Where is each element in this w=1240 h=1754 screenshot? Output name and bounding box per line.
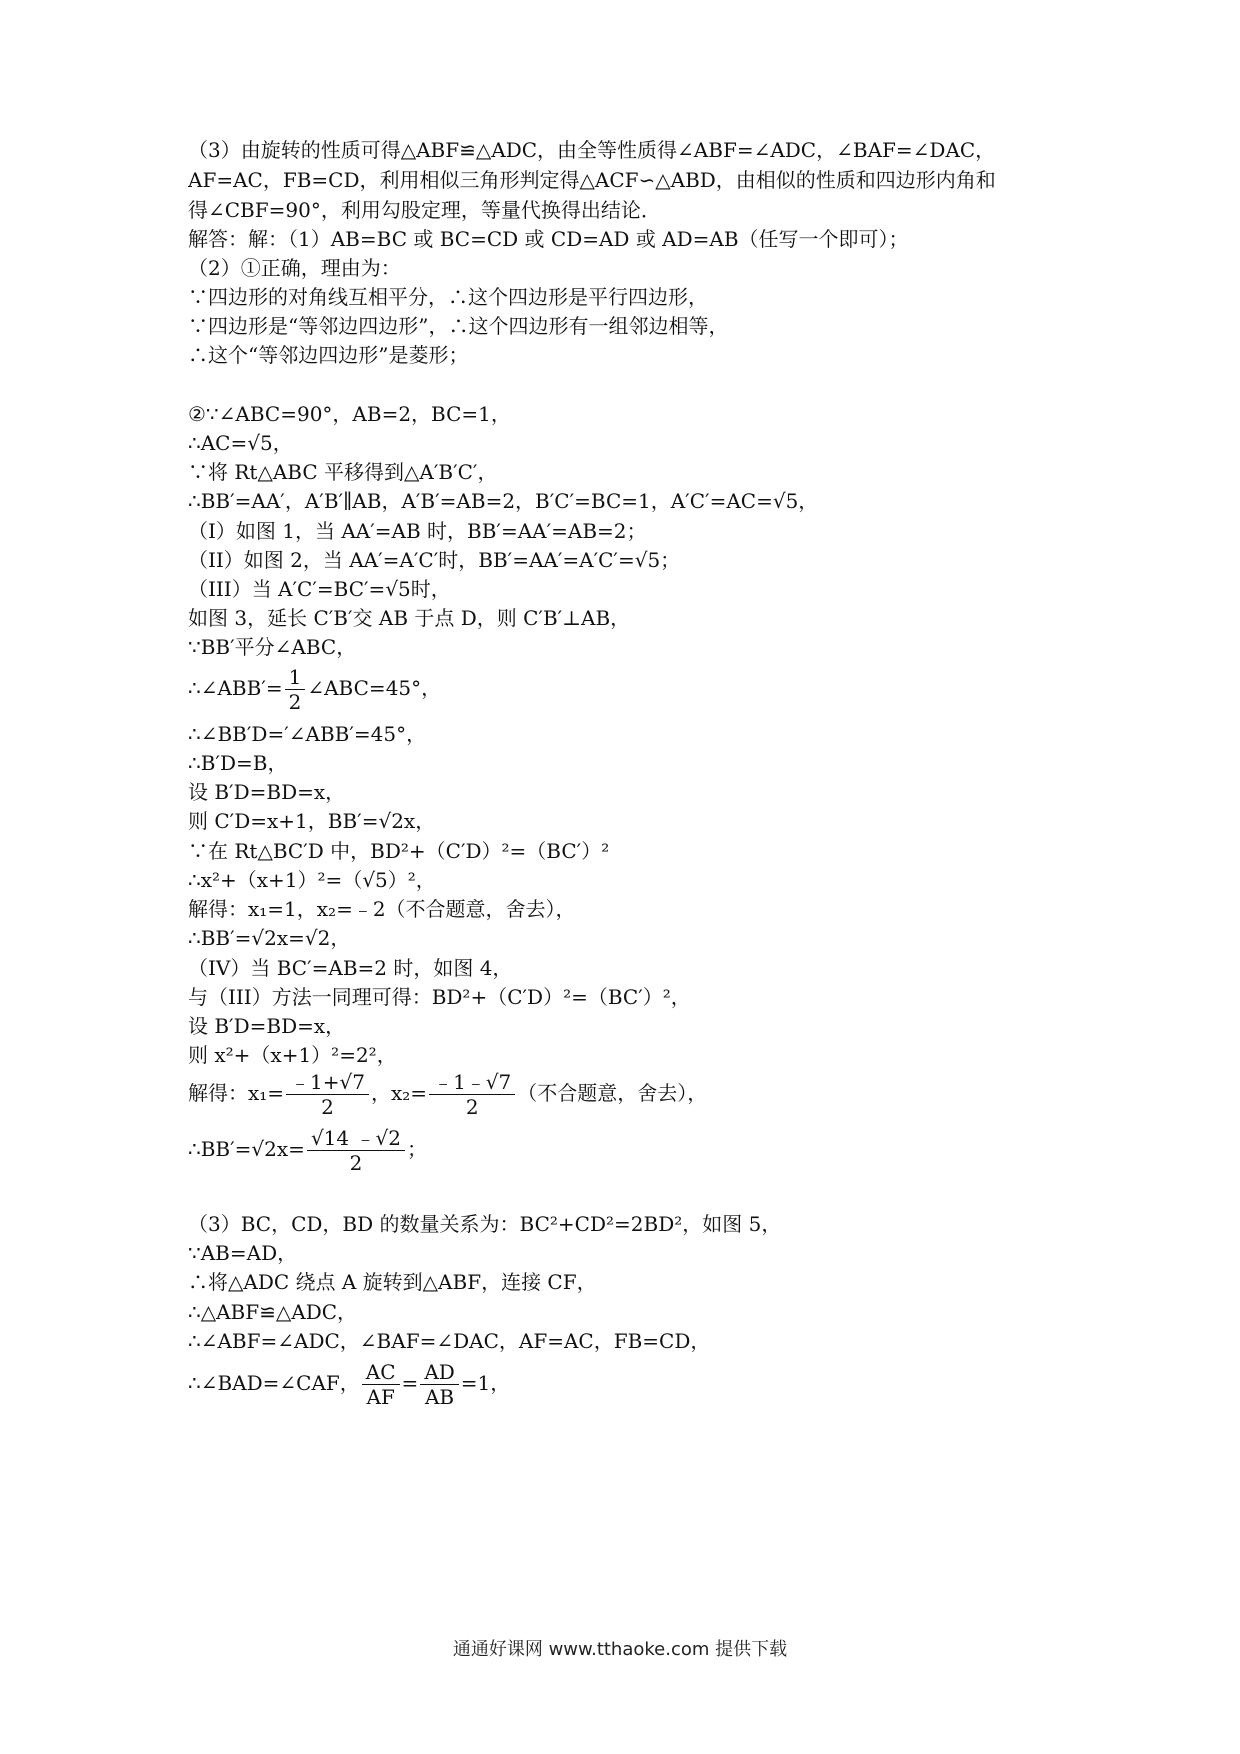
fraction-prefix: ∴BB′=√2x= <box>188 1137 305 1161</box>
text-line: （I）如图 1，当 AA′=AB 时，BB′=AA′=AB=2； <box>188 519 647 543</box>
text-line: （3）BC，CD，BD 的数量关系为：BC²+CD²=2BD²，如图 5， <box>188 1212 782 1236</box>
text-line: ∴将△ADC 绕点 A 旋转到△ABF，连接 CF， <box>188 1270 597 1294</box>
text-line: ∴x²+（x+1）²=（√5）²， <box>188 868 436 892</box>
fraction <box>429 1070 515 1119</box>
text-line: ∵四边形是“等邻边四边形”，∴这个四边形有一组邻边相等， <box>188 314 729 338</box>
fraction-numerator: ﹣1+√7 <box>286 1070 369 1095</box>
fraction-suffix: ； <box>406 1137 427 1161</box>
text-line: （IV）当 BC′=AB=2 时，如图 4， <box>188 956 513 980</box>
fraction-denominator: 2 <box>349 1151 363 1175</box>
fraction-denominator: AF <box>366 1385 395 1409</box>
text-line: ∴∠BB′D=′∠ABB′=45°， <box>188 722 427 746</box>
text-line: 设 B′D=BD=x， <box>188 1014 346 1038</box>
fraction-middle: = <box>401 1371 419 1395</box>
fraction <box>307 1126 405 1175</box>
text-line: （3）由旋转的性质可得△ABF≌△ADC，由全等性质得∠ABF=∠ADC，∠BAF=∠DAC， <box>188 138 996 162</box>
fraction-suffix: ∠ABC=45°， <box>307 676 442 700</box>
fraction-numerator: AC <box>362 1360 400 1385</box>
text-line: ∵四边形的对角线互相平分，∴这个四边形是平行四边形， <box>188 285 708 309</box>
fraction-denominator: 2 <box>288 690 302 714</box>
fraction-numerator: 1 <box>285 665 306 690</box>
fraction-numerator: ﹣1﹣√7 <box>429 1070 515 1095</box>
text-line: ∴B′D=B， <box>188 751 288 775</box>
text-line: 如图 3，延长 C′B′交 AB 于点 D，则 C′B′⊥AB， <box>188 606 631 630</box>
text-line: ∵将 Rt△ABC 平移得到△A′B′C′， <box>188 460 498 484</box>
text-line: ∵在 Rt△BC′D 中，BD²+（C′D）²=（BC′）² <box>188 839 610 863</box>
text-line: ∴AC=√5， <box>188 431 293 455</box>
fraction-prefix: ∴∠BAD=∠CAF， <box>188 1371 360 1395</box>
text-line: AF=AC，FB=CD，利用相似三角形判定得△ACF∽△ABD，由相似的性质和四边形内角和 <box>188 168 996 192</box>
text-line: 设 B′D=BD=x， <box>188 780 346 804</box>
fraction-prefix: 解得：x₁= <box>188 1081 285 1105</box>
fraction-line <box>188 665 1090 714</box>
fraction-denominator: 2 <box>465 1095 479 1119</box>
text-line: （III）当 A′C′=BC′=√5时， <box>188 577 451 601</box>
fraction <box>285 665 306 714</box>
fraction-line <box>188 1126 1090 1175</box>
text-line: ∴BB′=√2x=√2， <box>188 926 351 950</box>
text-line: 则 C′D=x+1，BB′=√2x， <box>188 809 436 833</box>
text-line: （II）如图 2，当 AA′=A′C′时，BB′=AA′=A′C′=√5； <box>188 548 681 572</box>
fraction-suffix: （不合题意，舍去）， <box>517 1081 708 1105</box>
text-line: ∵AB=AD， <box>188 1241 298 1265</box>
text-line: ∴∠ABF=∠ADC，∠BAF=∠DAC，AF=AC，FB=CD， <box>188 1329 711 1353</box>
text-line: （2）①正确，理由为： <box>188 256 401 280</box>
text-line: 与（III）方法一同理可得：BD²+（C′D）²=（BC′）²， <box>188 985 691 1009</box>
fraction-numerator: AD <box>420 1360 458 1385</box>
text-line: ∵BB′平分∠ABC， <box>188 635 357 659</box>
page-footer: 通通好课网 www.tthaoke.com 提供下载 <box>452 1639 788 1660</box>
text-line: ②∵∠ABC=90°，AB=2，BC=1， <box>188 402 511 426</box>
text-line: 则 x²+（x+1）²=2²， <box>188 1043 397 1067</box>
fraction-suffix: =1， <box>460 1371 511 1395</box>
text-line: ∴这个“等邻边四边形”是菱形； <box>188 343 469 367</box>
fraction-denominator: 2 <box>321 1095 334 1119</box>
fraction-numerator: √14 ﹣√2 <box>307 1126 405 1151</box>
fraction <box>286 1070 369 1119</box>
fraction-denominator: AB <box>424 1385 455 1409</box>
fraction-line <box>188 1360 1090 1409</box>
text-line: ∴BB′=AA′，A′B′∥AB，A′B′=AB=2，B′C′=BC=1，A′C′=AC=√5， <box>188 489 819 513</box>
fraction-line <box>188 1070 1090 1119</box>
text-line: 解答：解：（1）AB=BC 或 BC=CD 或 CD=AD 或 AD=AB（任写一个即可）； <box>188 227 909 251</box>
text-line: ∴△ABF≌△ADC， <box>188 1300 358 1324</box>
fraction-middle: ，x₂= <box>371 1081 428 1105</box>
text-line: 得∠CBF=90°，利用勾股定理，等量代换得出结论． <box>188 198 661 222</box>
fraction <box>362 1360 400 1409</box>
fraction-prefix: ∴∠ABB′= <box>188 676 283 700</box>
text-line: 解得：x₁=1，x₂=﹣2（不合题意，舍去）， <box>188 897 576 921</box>
fraction <box>420 1360 458 1409</box>
